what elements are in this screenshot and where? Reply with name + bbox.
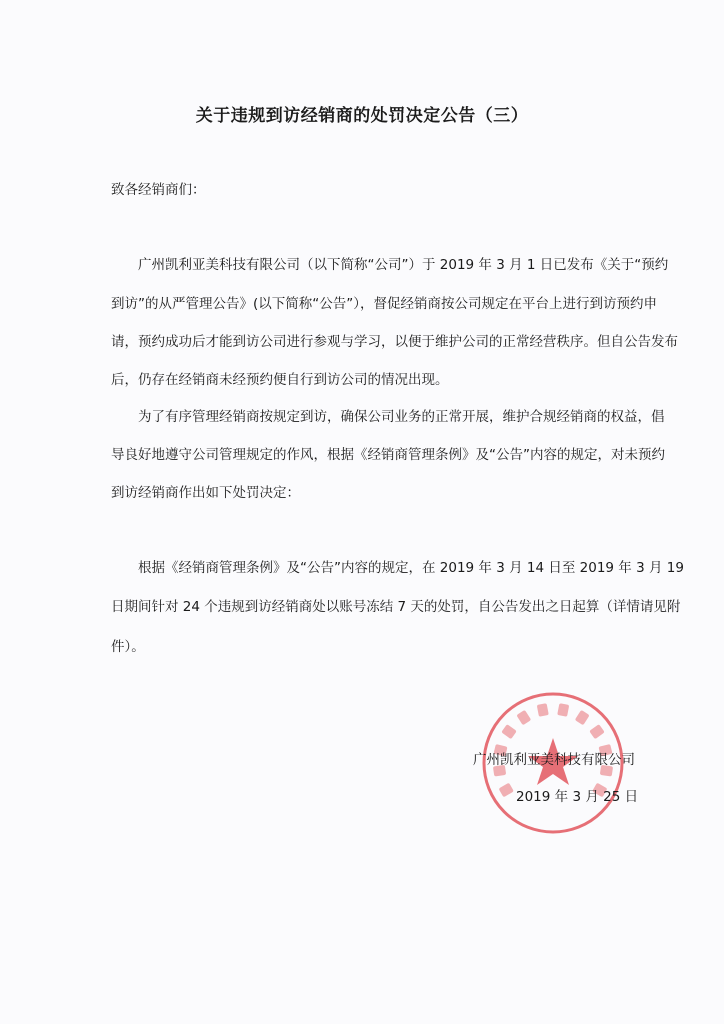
paragraph-line: 根据《经销商管理条例》及“公告”内容的规定，在 2019 年 3 月 14 日至 2019 年 3 月 19 [138,560,684,576]
signature-company: 广州凯利亚美科技有限公司 [473,752,635,768]
paragraph-line: 为了有序管理经销商按规定到访，确保公司业务的正常开展，维护合规经销商的权益，倡 [138,409,665,425]
seal-character-mark [537,703,549,717]
seal-character-mark [516,710,531,726]
seal-character-mark [499,783,514,798]
document-title: 关于违规到访经销商的处罚决定公告（三） [195,106,529,126]
paragraph-line: 件）。 [111,639,145,655]
paragraph-line: 请，预约成功后才能到访公司进行参观与学习，以便于维护公司的正常经营秩序。但自公告发布 [111,334,678,350]
paragraph-line: 日期间针对 24 个违规到访经销商处以账号冻结 7 天的处罚，自公告发出之日起算（详情请见附 [111,599,681,615]
salutation: 致各经销商们： [111,182,206,198]
seal-character-mark [557,703,569,717]
paragraph-line: 广州凯利亚美科技有限公司（以下简称“公司”）于 2019 年 3 月 1 日已发布《关于“预约 [138,257,669,273]
paragraph-line: 到访”的从严管理公告》(以下简称“公告”），督促经销商按公司规定在平台上进行到访预约申 [111,296,657,312]
seal-character-mark [575,710,590,726]
signature-date: 2019 年 3 月 25 日 [516,789,639,805]
paragraph-line: 到访经销商作出如下处罚决定： [111,485,300,501]
paragraph-line: 导良好地遵守公司管理规定的作风，根据《经销商管理条例》及“公告”内容的规定，对未预约 [111,447,665,463]
seal-character-mark [501,724,517,739]
seal-character-mark [589,724,605,739]
paragraph-line: 后，仍存在经销商未经预约便自行到访公司的情况出现。 [111,372,449,388]
